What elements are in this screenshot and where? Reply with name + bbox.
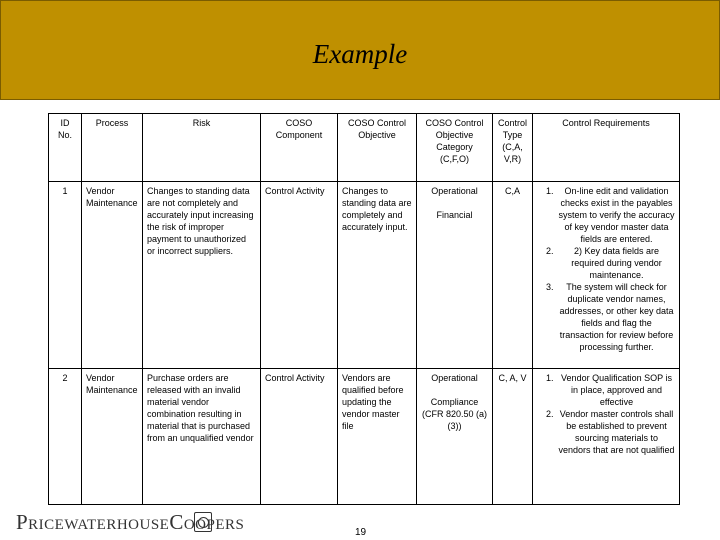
requirement-item: 1. Vendor Qualification SOP is in place, approved and effective — [556, 372, 675, 408]
title-banner — [0, 0, 720, 100]
header-coso-component: COSO Component — [261, 114, 338, 182]
category-secondary: Compliance (CFR 820.50 (a) (3)) — [421, 397, 488, 431]
row-requirements — [533, 182, 680, 369]
requirement-item: 2. 2) Key data fields are required during vendor maintenance. — [556, 245, 675, 281]
row-risk: Changes to standing data are not completely and accurately input increasing the risk of improper payment to unauthorized or incorrect suppliers. — [143, 182, 261, 369]
header-id: ID No. — [49, 114, 82, 182]
control-table — [48, 113, 680, 505]
header-risk: Risk — [143, 114, 261, 182]
page-title: Example — [312, 39, 408, 69]
row-risk: Purchase orders are released with an invalid material vendor combination resulting in material that is purchased from an unqualified vendor — [143, 369, 261, 505]
row-process: Vendor Maintenance — [82, 369, 143, 505]
header-control-type: Control Type (C,A, V,R) — [493, 114, 533, 182]
category-primary: Operational — [431, 373, 478, 383]
header-row — [49, 114, 680, 182]
row-id: 1 — [49, 182, 82, 369]
row-coso-objective: Changes to standing data are completely and accurately input. — [338, 182, 417, 369]
row-control-type: C,A — [493, 182, 533, 369]
requirement-item: 3. The system will check for duplicate vendor names, addresses, or other key data fields and flag the transaction for review before processing further. — [556, 281, 675, 353]
pwc-logo-icon — [194, 512, 212, 532]
header-coso-objective: COSO Control Objective — [338, 114, 417, 182]
row-coso-component: Control Activity — [261, 182, 338, 369]
header-requirements: Control Requirements — [533, 114, 680, 182]
header-process: Process — [82, 114, 143, 182]
page-number: 19 — [355, 527, 367, 538]
row-coso-objective: Vendors are qualified before updating the vendor master file — [338, 369, 417, 505]
row-coso-category — [417, 182, 493, 369]
pwc-logo: PricewaterhouseCoopers — [16, 510, 245, 534]
category-primary: Operational — [431, 186, 478, 196]
row-coso-category — [417, 369, 493, 505]
table-row — [49, 182, 680, 369]
row-requirements — [533, 369, 680, 505]
requirement-item: 1. On-line edit and validation checks exist in the payables system to verify the accuracy of key vendor master data fields are entered. — [556, 185, 675, 245]
row-control-type: C, A, V — [493, 369, 533, 505]
row-process: Vendor Maintenance — [82, 182, 143, 369]
category-secondary: Financial — [436, 210, 473, 220]
header-coso-category: COSO Control Objective Category (C,F,O) — [417, 114, 493, 182]
requirement-item: 2. Vendor master controls shall be established to prevent sourcing materials to vendors that are not qualified — [556, 408, 675, 456]
row-id: 2 — [49, 369, 82, 505]
table-row — [49, 369, 680, 505]
row-coso-component: Control Activity — [261, 369, 338, 505]
